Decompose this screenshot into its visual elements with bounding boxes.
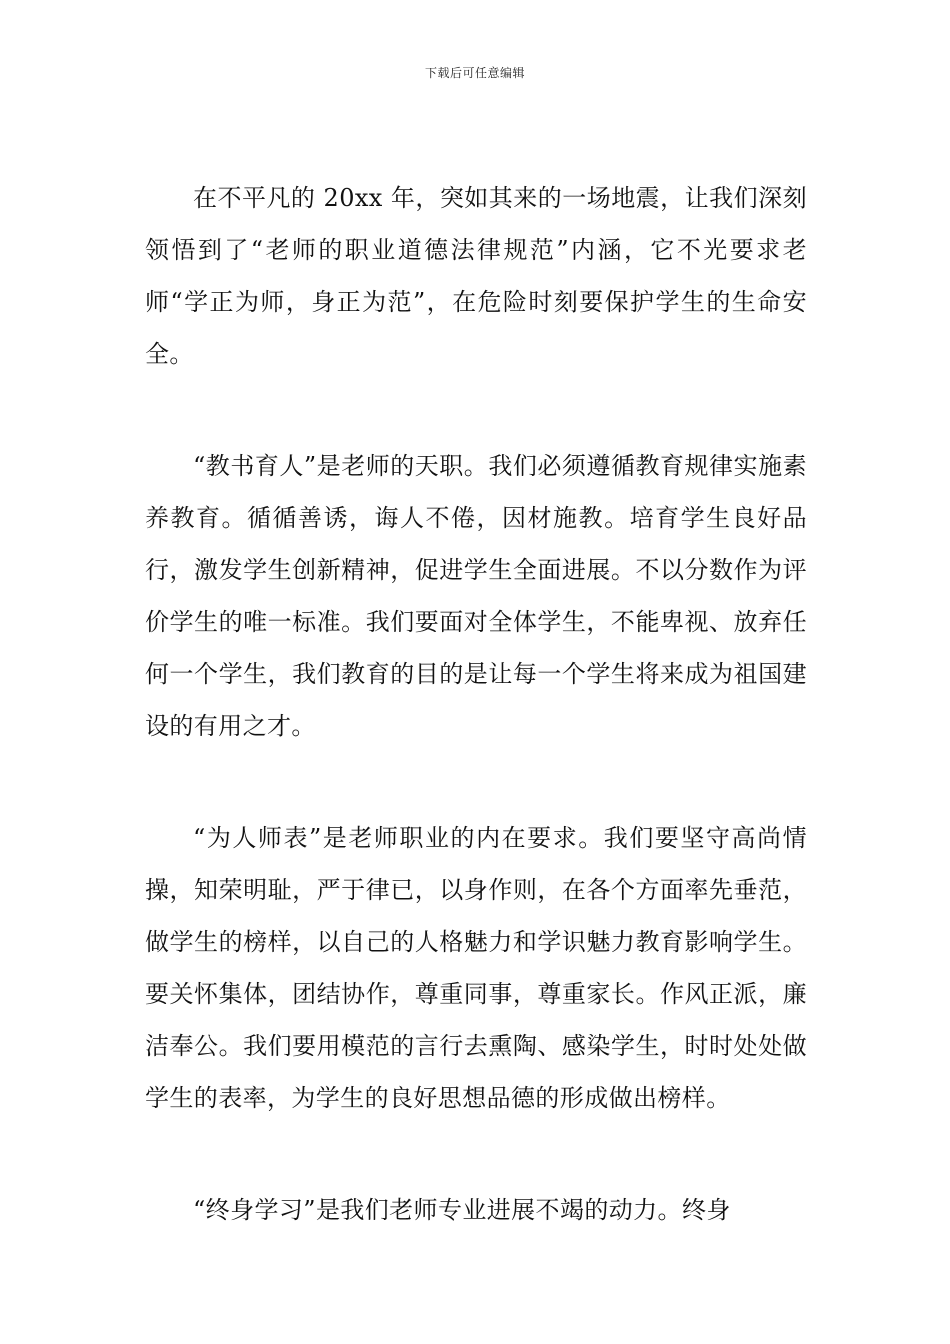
paragraph-1: 在不平凡的 20xx 年，突如其来的一场地震，让我们深刻领悟到了“老师的职业道德法律规范”内涵，它不光要求老师“学正为师，身正为范”，在危险时刻要保护学生的生命安全。 xyxy=(145,184,807,368)
paragraph-2: “教书育人”是老师的天职。我们必须遵循教育规律实施素养教育。循循善诱，诲人不倦，因材施教。培育学生良好品行，激发学生创新精神，促进学生全面进展。不以分数作为评价学生的唯一标准。我们要面对全体学生，不能卑视、放弃任何一个学生，我们教育的目的是让每一个学生将来成为祖国建设的有用之才。 xyxy=(145,452,807,740)
paragraph-4: “终身学习”是我们老师专业进展不竭的动力。终身 xyxy=(193,1196,731,1224)
page-header: 下载后可任意编辑 xyxy=(424,66,525,80)
paragraph-3: “为人师表”是老师职业的内在要求。我们要坚守高尚情操，知荣明耻，严于律已，以身作则，在各个方面率先垂范，做学生的榜样，以自己的人格魅力和学识魅力教育影响学生。要关怀集体，团结协作，尊重同事，尊重家长。作风正派，廉洁奉公。我们要用模范的言行去熏陶、感染学生，时时处处做学生的表率，为学生的良好思想品德的形成做出榜样。 xyxy=(145,824,807,1112)
document-body xyxy=(145,172,807,1296)
